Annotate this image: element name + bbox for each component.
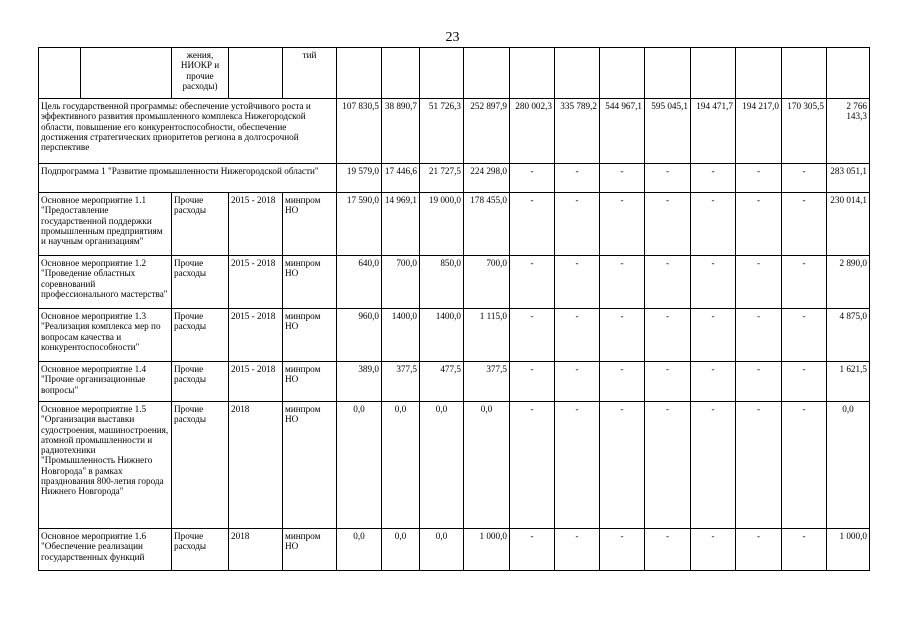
total-cell: 2 766 143,3 bbox=[827, 99, 870, 164]
total-cell: 283 051,1 bbox=[827, 164, 870, 193]
value-cell: - bbox=[691, 362, 736, 402]
cont-cell bbox=[645, 48, 691, 99]
measure-type: Прочие расходы bbox=[172, 529, 229, 571]
value-cell: - bbox=[645, 256, 691, 309]
cont-cell-executor: тий bbox=[283, 48, 337, 99]
value-cell: - bbox=[645, 193, 691, 256]
value-cell: 595 045,1 bbox=[645, 99, 691, 164]
value-cell: 19 579,0 bbox=[337, 164, 382, 193]
value-cell: - bbox=[691, 309, 736, 362]
value-cell: - bbox=[645, 402, 691, 529]
value-cell: - bbox=[510, 402, 555, 529]
value-cell: - bbox=[645, 362, 691, 402]
measure-executor: минпром НО bbox=[283, 402, 337, 529]
cont-cell bbox=[600, 48, 645, 99]
value-cell: 0,0 bbox=[337, 529, 382, 571]
value-cell: - bbox=[510, 193, 555, 256]
value-cell: 0,0 bbox=[382, 529, 420, 571]
value-cell: - bbox=[691, 256, 736, 309]
value-cell: 14 969,1 bbox=[382, 193, 420, 256]
cont-cell bbox=[81, 48, 172, 99]
value-cell: - bbox=[555, 402, 600, 529]
value-cell: 1400,0 bbox=[382, 309, 420, 362]
value-cell: - bbox=[510, 362, 555, 402]
value-cell: - bbox=[691, 193, 736, 256]
value-cell: - bbox=[555, 309, 600, 362]
value-cell: - bbox=[600, 529, 645, 571]
total-cell: 1 621,5 bbox=[827, 362, 870, 402]
value-cell: - bbox=[600, 164, 645, 193]
measure-name: Основное мероприятие 1.3 "Реализация комплекса мер по вопросам качества и конкурентоспособности" bbox=[39, 309, 172, 362]
cont-cell bbox=[736, 48, 782, 99]
cont-cell bbox=[827, 48, 870, 99]
value-cell: 544 967,1 bbox=[600, 99, 645, 164]
value-cell: 700,0 bbox=[382, 256, 420, 309]
measure-executor: минпром НО bbox=[283, 529, 337, 571]
value-cell: - bbox=[736, 193, 782, 256]
value-cell: - bbox=[555, 193, 600, 256]
value-cell: - bbox=[736, 362, 782, 402]
budget-table bbox=[38, 47, 870, 571]
cont-cell bbox=[510, 48, 555, 99]
continuation-row bbox=[39, 48, 870, 99]
value-cell: 389,0 bbox=[337, 362, 382, 402]
value-cell: 194 471,7 bbox=[691, 99, 736, 164]
cont-cell bbox=[555, 48, 600, 99]
value-cell: 38 890,7 bbox=[382, 99, 420, 164]
value-cell: - bbox=[691, 164, 736, 193]
goal-row bbox=[39, 99, 870, 164]
subprogram-row bbox=[39, 164, 870, 193]
value-cell: 170 305,5 bbox=[782, 99, 827, 164]
value-cell: - bbox=[600, 362, 645, 402]
value-cell: - bbox=[691, 529, 736, 571]
measure-name: Основное мероприятие 1.6 "Обеспечение реализации государственных функций bbox=[39, 529, 172, 571]
measure-type: Прочие расходы bbox=[172, 193, 229, 256]
value-cell: - bbox=[510, 164, 555, 193]
value-cell: 0,0 bbox=[420, 402, 464, 529]
cont-cell bbox=[39, 48, 81, 99]
cont-cell bbox=[382, 48, 420, 99]
value-cell: - bbox=[736, 256, 782, 309]
measure-name: Основное мероприятие 1.4 "Прочие организационные вопросы" bbox=[39, 362, 172, 402]
value-cell: - bbox=[510, 256, 555, 309]
cont-cell bbox=[337, 48, 382, 99]
measure-period: 2018 bbox=[229, 402, 283, 529]
measure-executor: минпром НО bbox=[283, 309, 337, 362]
value-cell: - bbox=[691, 402, 736, 529]
value-cell: 640,0 bbox=[337, 256, 382, 309]
value-cell: 107 830,5 bbox=[337, 99, 382, 164]
value-cell: - bbox=[600, 193, 645, 256]
total-cell: 1 000,0 bbox=[827, 529, 870, 571]
value-cell: 280 002,3 bbox=[510, 99, 555, 164]
measure-name: Основное мероприятие 1.1 "Предоставление государственной поддержки промышленным предприятиям и научным организациям" bbox=[39, 193, 172, 256]
value-cell: - bbox=[782, 164, 827, 193]
value-cell: 0,0 bbox=[464, 402, 510, 529]
measure-executor: минпром НО bbox=[283, 193, 337, 256]
value-cell: 1400,0 bbox=[420, 309, 464, 362]
value-cell: - bbox=[510, 309, 555, 362]
value-cell: - bbox=[782, 256, 827, 309]
value-cell: - bbox=[782, 362, 827, 402]
value-cell: - bbox=[782, 309, 827, 362]
measure-row bbox=[39, 402, 870, 529]
value-cell: - bbox=[555, 529, 600, 571]
measure-name: Основное мероприятие 1.5 "Организация выставки судостроения, машиностроения, атомной промышленности и радиотехники "Промышленность Нижнего Новгорода" в рамках празднования 800-летия города Нижнего Новгорода" bbox=[39, 402, 172, 529]
value-cell: - bbox=[600, 256, 645, 309]
measure-type: Прочие расходы bbox=[172, 256, 229, 309]
value-cell: 377,5 bbox=[464, 362, 510, 402]
measure-row bbox=[39, 529, 870, 571]
value-cell: 0,0 bbox=[420, 529, 464, 571]
value-cell: 17 446,6 bbox=[382, 164, 420, 193]
value-cell: - bbox=[645, 309, 691, 362]
value-cell: 1 115,0 bbox=[464, 309, 510, 362]
value-cell: 17 590,0 bbox=[337, 193, 382, 256]
value-cell: - bbox=[736, 402, 782, 529]
value-cell: 0,0 bbox=[337, 402, 382, 529]
page-number: 23 bbox=[445, 30, 460, 45]
measure-row bbox=[39, 362, 870, 402]
measure-period: 2015 - 2018 bbox=[229, 362, 283, 402]
total-cell: 2 890,0 bbox=[827, 256, 870, 309]
value-cell: 178 455,0 bbox=[464, 193, 510, 256]
cont-cell-type: жения, НИОКР и прочие расходы) bbox=[172, 48, 229, 99]
value-cell: - bbox=[645, 164, 691, 193]
cont-cell bbox=[782, 48, 827, 99]
value-cell: 194 217,0 bbox=[736, 99, 782, 164]
value-cell: 960,0 bbox=[337, 309, 382, 362]
value-cell: 19 000,0 bbox=[420, 193, 464, 256]
cont-cell bbox=[420, 48, 464, 99]
total-cell: 0,0 bbox=[827, 402, 870, 529]
value-cell: - bbox=[510, 529, 555, 571]
value-cell: 377,5 bbox=[382, 362, 420, 402]
value-cell: - bbox=[736, 164, 782, 193]
value-cell: 477,5 bbox=[420, 362, 464, 402]
value-cell: - bbox=[600, 402, 645, 529]
measure-row bbox=[39, 309, 870, 362]
value-cell: - bbox=[555, 362, 600, 402]
value-cell: 252 897,9 bbox=[464, 99, 510, 164]
value-cell: 21 727,5 bbox=[420, 164, 464, 193]
cont-cell bbox=[691, 48, 736, 99]
value-cell: - bbox=[736, 309, 782, 362]
value-cell: - bbox=[736, 529, 782, 571]
value-cell: 850,0 bbox=[420, 256, 464, 309]
measure-row bbox=[39, 256, 870, 309]
measure-executor: минпром НО bbox=[283, 362, 337, 402]
measure-type: Прочие расходы bbox=[172, 362, 229, 402]
cont-cell bbox=[229, 48, 283, 99]
cont-cell bbox=[464, 48, 510, 99]
measure-period: 2015 - 2018 bbox=[229, 309, 283, 362]
value-cell: - bbox=[600, 309, 645, 362]
measure-period: 2018 bbox=[229, 529, 283, 571]
total-cell: 4 875,0 bbox=[827, 309, 870, 362]
value-cell: - bbox=[555, 164, 600, 193]
value-cell: 224 298,0 bbox=[464, 164, 510, 193]
total-cell: 230 014,1 bbox=[827, 193, 870, 256]
measure-type: Прочие расходы bbox=[172, 402, 229, 529]
value-cell: - bbox=[555, 256, 600, 309]
value-cell: - bbox=[782, 193, 827, 256]
value-cell: 700,0 bbox=[464, 256, 510, 309]
value-cell: 51 726,3 bbox=[420, 99, 464, 164]
value-cell: - bbox=[645, 529, 691, 571]
measure-period: 2015 - 2018 bbox=[229, 193, 283, 256]
measure-period: 2015 - 2018 bbox=[229, 256, 283, 309]
measure-executor: минпром НО bbox=[283, 256, 337, 309]
value-cell: 0,0 bbox=[382, 402, 420, 529]
measure-type: Прочие расходы bbox=[172, 309, 229, 362]
value-cell: - bbox=[782, 402, 827, 529]
measure-row bbox=[39, 193, 870, 256]
goal-label: Цель государственной программы: обеспечение устойчивого роста и эффективного развития промышленного комплекса Нижегородской области, повышение его конкурентоспособности, обеспечение достижения стратегических приоритетов региона в долгосрочной перспективе bbox=[39, 99, 337, 164]
value-cell: 1 000,0 bbox=[464, 529, 510, 571]
subprogram-label: Подпрограмма 1 "Развитие промышленности Нижегородской области" bbox=[39, 164, 337, 193]
value-cell: - bbox=[782, 529, 827, 571]
measure-name: Основное мероприятие 1.2 "Проведение областных соревнований профессионального мастерства" bbox=[39, 256, 172, 309]
value-cell: 335 789,2 bbox=[555, 99, 600, 164]
